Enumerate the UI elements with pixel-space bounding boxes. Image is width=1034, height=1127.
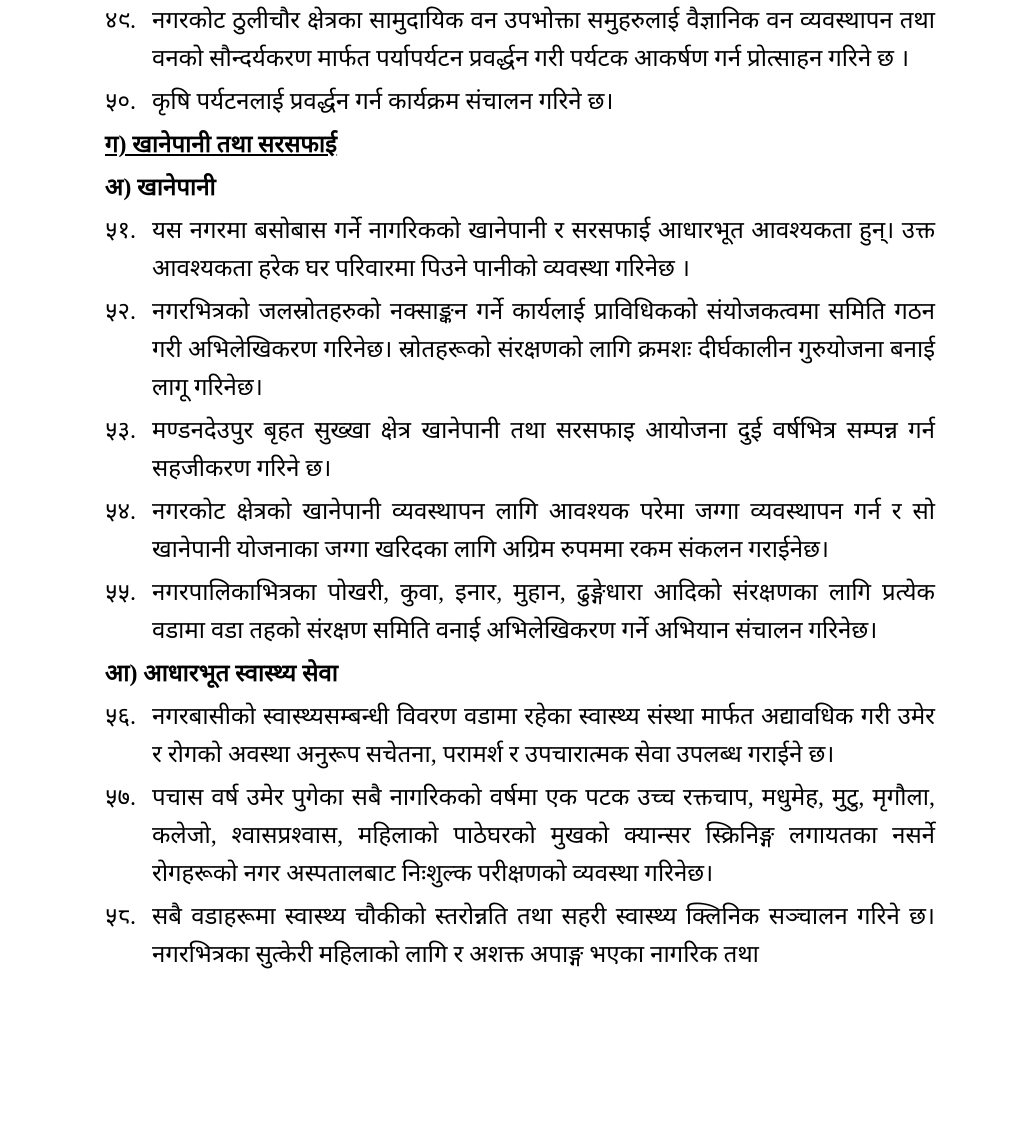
item-text: यस नगरमा बसोबास गर्ने नागरिकको खानेपानी र सरसफाई आधारभूत आवश्यकता हुन्। उक्त आवश्यकता हरेक घर परिवारमा पिउने पानीको व्यवस्था गरिनेछ ।: [152, 218, 935, 282]
item-number: ५८.: [105, 904, 136, 930]
list-item-52: [105, 293, 935, 407]
list-item-53: [105, 412, 935, 488]
item-text: नगरपालिकाभित्रका पोखरी, कुवा, इनार, मुहान, ढुङ्गेधारा आदिको संरक्षणका लागि प्रत्येक वडामा वडा तहको संरक्षण समिति वनाई अभिलेखिकरण गर्ने अभियान संचालन गरिनेछ।: [152, 580, 935, 644]
item-number: ५२.: [105, 299, 136, 325]
list-item-56: [105, 698, 935, 774]
item-text: नगरकोट ठुलीचौर क्षेत्रका सामुदायिक वन उपभोक्ता समुहरुलाई वैज्ञानिक वन व्यवस्थापन तथा वनको सौन्दर्यकरण मार्फत पर्यापर्यटन प्रवर्द्धन गरी पर्यटक आकर्षण गर्न प्रोत्साहन गरिने छ ।: [152, 8, 935, 72]
item-text: कृषि पर्यटनलाई प्रवर्द्धन गर्न कार्यक्रम संचालन गरिने छ।: [152, 89, 614, 115]
subsection-heading-a: अ) खानेपानी: [105, 175, 216, 201]
item-text: नगरकोट क्षेत्रको खानेपानी व्यवस्थापन लागि आवश्यक परेमा जग्गा व्यवस्थापन गर्न र सो खानेपानी योजनाका जग्गा खरिदका लागि अग्रिम रुपममा रकम संकलन गराईनेछ।: [152, 499, 935, 563]
item-number: ५३.: [105, 418, 136, 444]
item-text: सबै वडाहरूमा स्वास्थ्य चौकीको स्तरोन्नति तथा सहरी स्वास्थ्य क्लिनिक सञ्चालन गरिने छ।नगरभित्रका सुत्केरी महिलाको लागि र अशक्त अपाङ्ग भएका नागरिक तथा: [152, 904, 935, 968]
item-text: मण्डनदेउपुर बृहत सुख्खा क्षेत्र खानेपानी तथा सरसफाइ आयोजना दुई वर्षभित्र सम्पन्न गर्न सहजीकरण गरिने छ।: [152, 418, 935, 482]
item-number: ५५.: [105, 580, 136, 606]
item-text: नगरबासीको स्वास्थ्यसम्बन्धी विवरण वडामा रहेका स्वास्थ्य संस्था मार्फत अद्यावधिक गरी उमेर र रोगको अवस्था अनुरूप सचेतना, परामर्श र उपचारात्मक सेवा उपलब्ध गराईने छ।: [152, 704, 935, 768]
list-item-50: [105, 83, 935, 121]
list-item-55: [105, 574, 935, 650]
list-item-54: [105, 493, 935, 569]
item-number: ५०.: [105, 89, 136, 115]
list-item-58: [105, 898, 935, 974]
section-heading-ga: ग) खानेपानी तथा सरसफाई: [105, 132, 338, 158]
item-number: ५७.: [105, 785, 136, 811]
list-item-57: [105, 779, 935, 893]
item-text: नगरभित्रको जलस्रोतहरुको नक्साङ्कन गर्ने कार्यलाई प्राविधिकको संयोजकत्वमा समिति गठन गरी अभिलेखिकरण गरिनेछ। स्रोतहरूको संरक्षणको लागि क्रमशः दीर्घकालीन गुरुयोजना बनाई लागू गरिनेछ।: [152, 299, 935, 401]
item-number: ५६.: [105, 704, 136, 730]
subsection-heading-aa: आ) आधारभूत स्वास्थ्य सेवा: [105, 661, 339, 687]
item-number: ५४.: [105, 499, 136, 525]
item-text: पचास वर्ष उमेर पुगेका सबै नागरिकको वर्षमा एक पटक उच्च रक्तचाप, मधुमेह, मुटु, मृगौला, कलेजो, श्वासप्रश्वास, महिलाको पाठेघरको मुखको क्यान्सर स्क्रिनिङ्ग लगायतका नसर्ने रोगहरूको नगर अस्पतालबाट निःशुल्क परीक्षणको व्यवस्था गरिनेछ।: [152, 785, 935, 887]
list-item-49: [105, 2, 935, 78]
list-item-51: [105, 212, 935, 288]
item-number: ४९.: [105, 8, 136, 34]
item-number: ५१.: [105, 218, 136, 244]
